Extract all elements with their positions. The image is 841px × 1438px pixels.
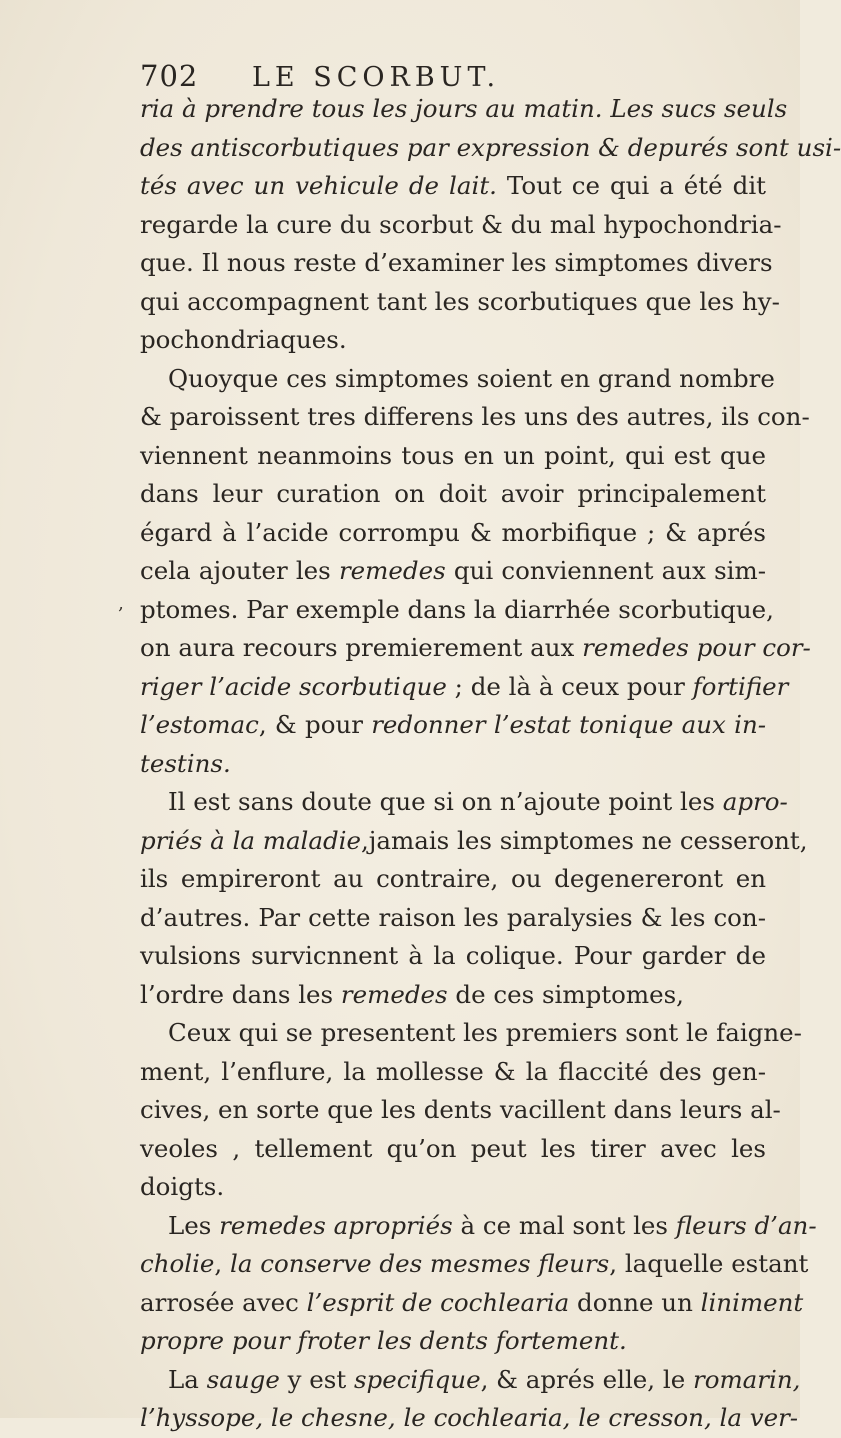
roman-text: ment, l’enflure, la mollesse & la flaccité des gen- xyxy=(140,1056,766,1086)
italic-text: fortifier xyxy=(692,671,789,701)
roman-text: qui accompagnent tant les scorbutiques que les hy- xyxy=(140,286,780,316)
text-line xyxy=(140,822,808,861)
page-number: 702 xyxy=(140,59,199,93)
italic-text: remedes xyxy=(340,979,448,1009)
roman-text: Quoyque ces simptomes soient en grand nombre xyxy=(168,363,775,393)
text-line xyxy=(140,244,773,283)
text-line xyxy=(140,437,766,476)
italic-text: remedes apropriés xyxy=(219,1210,453,1240)
running-title: LE SCORBUT. xyxy=(252,62,501,93)
text-line xyxy=(140,552,766,591)
text-line xyxy=(140,1361,801,1400)
roman-text: cela ajouter les xyxy=(140,556,339,585)
roman-text: veoles , tellement qu’on peut les tirer avec les xyxy=(140,1133,766,1163)
roman-text: égard à l’acide corrompu & morbifique ; & aprés xyxy=(140,517,766,547)
italic-text: romarin, xyxy=(692,1364,801,1394)
text-line xyxy=(140,1207,817,1246)
text-line xyxy=(140,1168,766,1207)
text-line xyxy=(140,668,789,707)
roman-text: & paroissent tres differens les uns des autres, ils con- xyxy=(140,402,810,431)
roman-text: pochondriaques. xyxy=(140,325,347,354)
roman-text: donne un xyxy=(569,1287,701,1317)
roman-text: Les xyxy=(168,1210,220,1240)
italic-text: remedes xyxy=(338,556,446,585)
text-line xyxy=(140,629,811,668)
text-line xyxy=(140,745,766,784)
italic-text: la conserve des mesmes fleurs xyxy=(230,1249,610,1278)
text-line xyxy=(140,783,788,822)
text-line xyxy=(140,206,782,245)
italic-text: redonner l’estat tonique aux in- xyxy=(371,710,766,739)
text-line xyxy=(140,283,780,322)
roman-text: y est xyxy=(279,1364,354,1394)
italic-text: riger l’acide scorbutique xyxy=(140,671,447,701)
roman-text: ils empireront au contraire, ou degenereront en xyxy=(140,864,766,893)
roman-text: de ces simptomes, xyxy=(447,979,684,1009)
roman-text: l’ordre dans les xyxy=(140,979,341,1009)
roman-text: d’autres. Par cette raison les paralysies & les con- xyxy=(140,902,766,932)
italic-text: des antiscorbutiques par expression & depurés sont usi- xyxy=(140,132,841,162)
text-line xyxy=(140,90,788,129)
roman-text: arrosée avec xyxy=(140,1287,307,1317)
body-text xyxy=(140,90,841,1438)
text-line xyxy=(140,321,766,360)
text-line xyxy=(140,1014,802,1053)
italic-text: sauge xyxy=(206,1364,280,1394)
italic-text: propre pour froter les dents fortement. xyxy=(140,1326,627,1355)
roman-text: qui conviennent aux sim- xyxy=(445,556,766,585)
text-line xyxy=(140,591,774,630)
roman-text: à ce mal sont les xyxy=(452,1210,676,1240)
text-line xyxy=(140,514,766,553)
text-line xyxy=(140,976,766,1015)
text-line xyxy=(140,937,766,976)
text-line xyxy=(140,899,766,938)
roman-text: vulsions survicnnent à la colique. Pour garder de xyxy=(140,941,766,970)
text-line xyxy=(140,475,766,514)
text-line xyxy=(140,360,775,399)
roman-text: , & aprés elle, le xyxy=(480,1364,693,1394)
italic-text: l’estomac xyxy=(140,710,259,739)
roman-text: Tout ce qui a été dit xyxy=(496,171,767,200)
text-line xyxy=(140,706,766,745)
text-line xyxy=(140,1399,799,1438)
roman-text: ; de là à ceux pour xyxy=(446,671,693,701)
text-line xyxy=(140,398,810,437)
italic-text: tés avec un vehicule de lait. xyxy=(140,171,497,200)
roman-text: ptomes. Par exemple dans la diarrhée scorbutique, xyxy=(140,594,774,624)
italic-text: fleurs d’an- xyxy=(675,1210,817,1240)
italic-text: ria à prendre tous les jours au matin. Les sucs seuls xyxy=(140,94,788,123)
roman-text: Il est sans doute que si on n’ajoute point les xyxy=(168,787,723,816)
text-line xyxy=(140,1091,781,1130)
italic-text: liniment xyxy=(700,1287,804,1317)
roman-text: Ceux qui se presentent les premiers sont le faigne- xyxy=(168,1018,802,1047)
roman-text: cives, en sorte que les dents vacillent dans leurs al- xyxy=(140,1095,781,1124)
italic-text: apro- xyxy=(722,787,788,816)
text-line xyxy=(140,1053,766,1092)
text-line xyxy=(140,1130,766,1169)
text-line xyxy=(140,1284,804,1323)
italic-text: testins. xyxy=(140,748,231,778)
italic-text: cholie xyxy=(140,1249,215,1278)
margin-mark: ‚ xyxy=(118,593,124,614)
italic-text: specifique xyxy=(353,1364,481,1394)
text-line xyxy=(140,129,841,168)
italic-text: priés à la maladie xyxy=(140,825,362,855)
roman-text: que. Il nous reste d’examiner les simptomes divers xyxy=(140,248,773,277)
text-line xyxy=(140,1322,766,1361)
roman-text: , & pour xyxy=(258,710,372,739)
text-line xyxy=(140,167,766,206)
text-line xyxy=(140,860,766,899)
roman-text: La xyxy=(168,1364,207,1394)
italic-text: l’esprit de cochlearia xyxy=(306,1287,570,1317)
roman-text: , xyxy=(214,1249,230,1278)
roman-text: , laquelle estant xyxy=(609,1249,809,1278)
roman-text: viennent neanmoins tous en un point, qui est que xyxy=(140,440,766,470)
roman-text: regarde la cure du scorbut & du mal hypochondria- xyxy=(140,209,782,239)
roman-text: on aura recours premierement aux xyxy=(140,633,583,662)
italic-text: remedes pour cor- xyxy=(582,633,811,662)
text-line xyxy=(140,1245,809,1284)
italic-text: l’hyssope, le chesne, le cochlearia, le cresson, la ver- xyxy=(140,1403,799,1432)
roman-text: dans leur curation on doit avoir principalement xyxy=(140,479,766,508)
roman-text: ,jamais les simptomes ne cesseront, xyxy=(361,825,808,855)
roman-text: doigts. xyxy=(140,1172,225,1201)
